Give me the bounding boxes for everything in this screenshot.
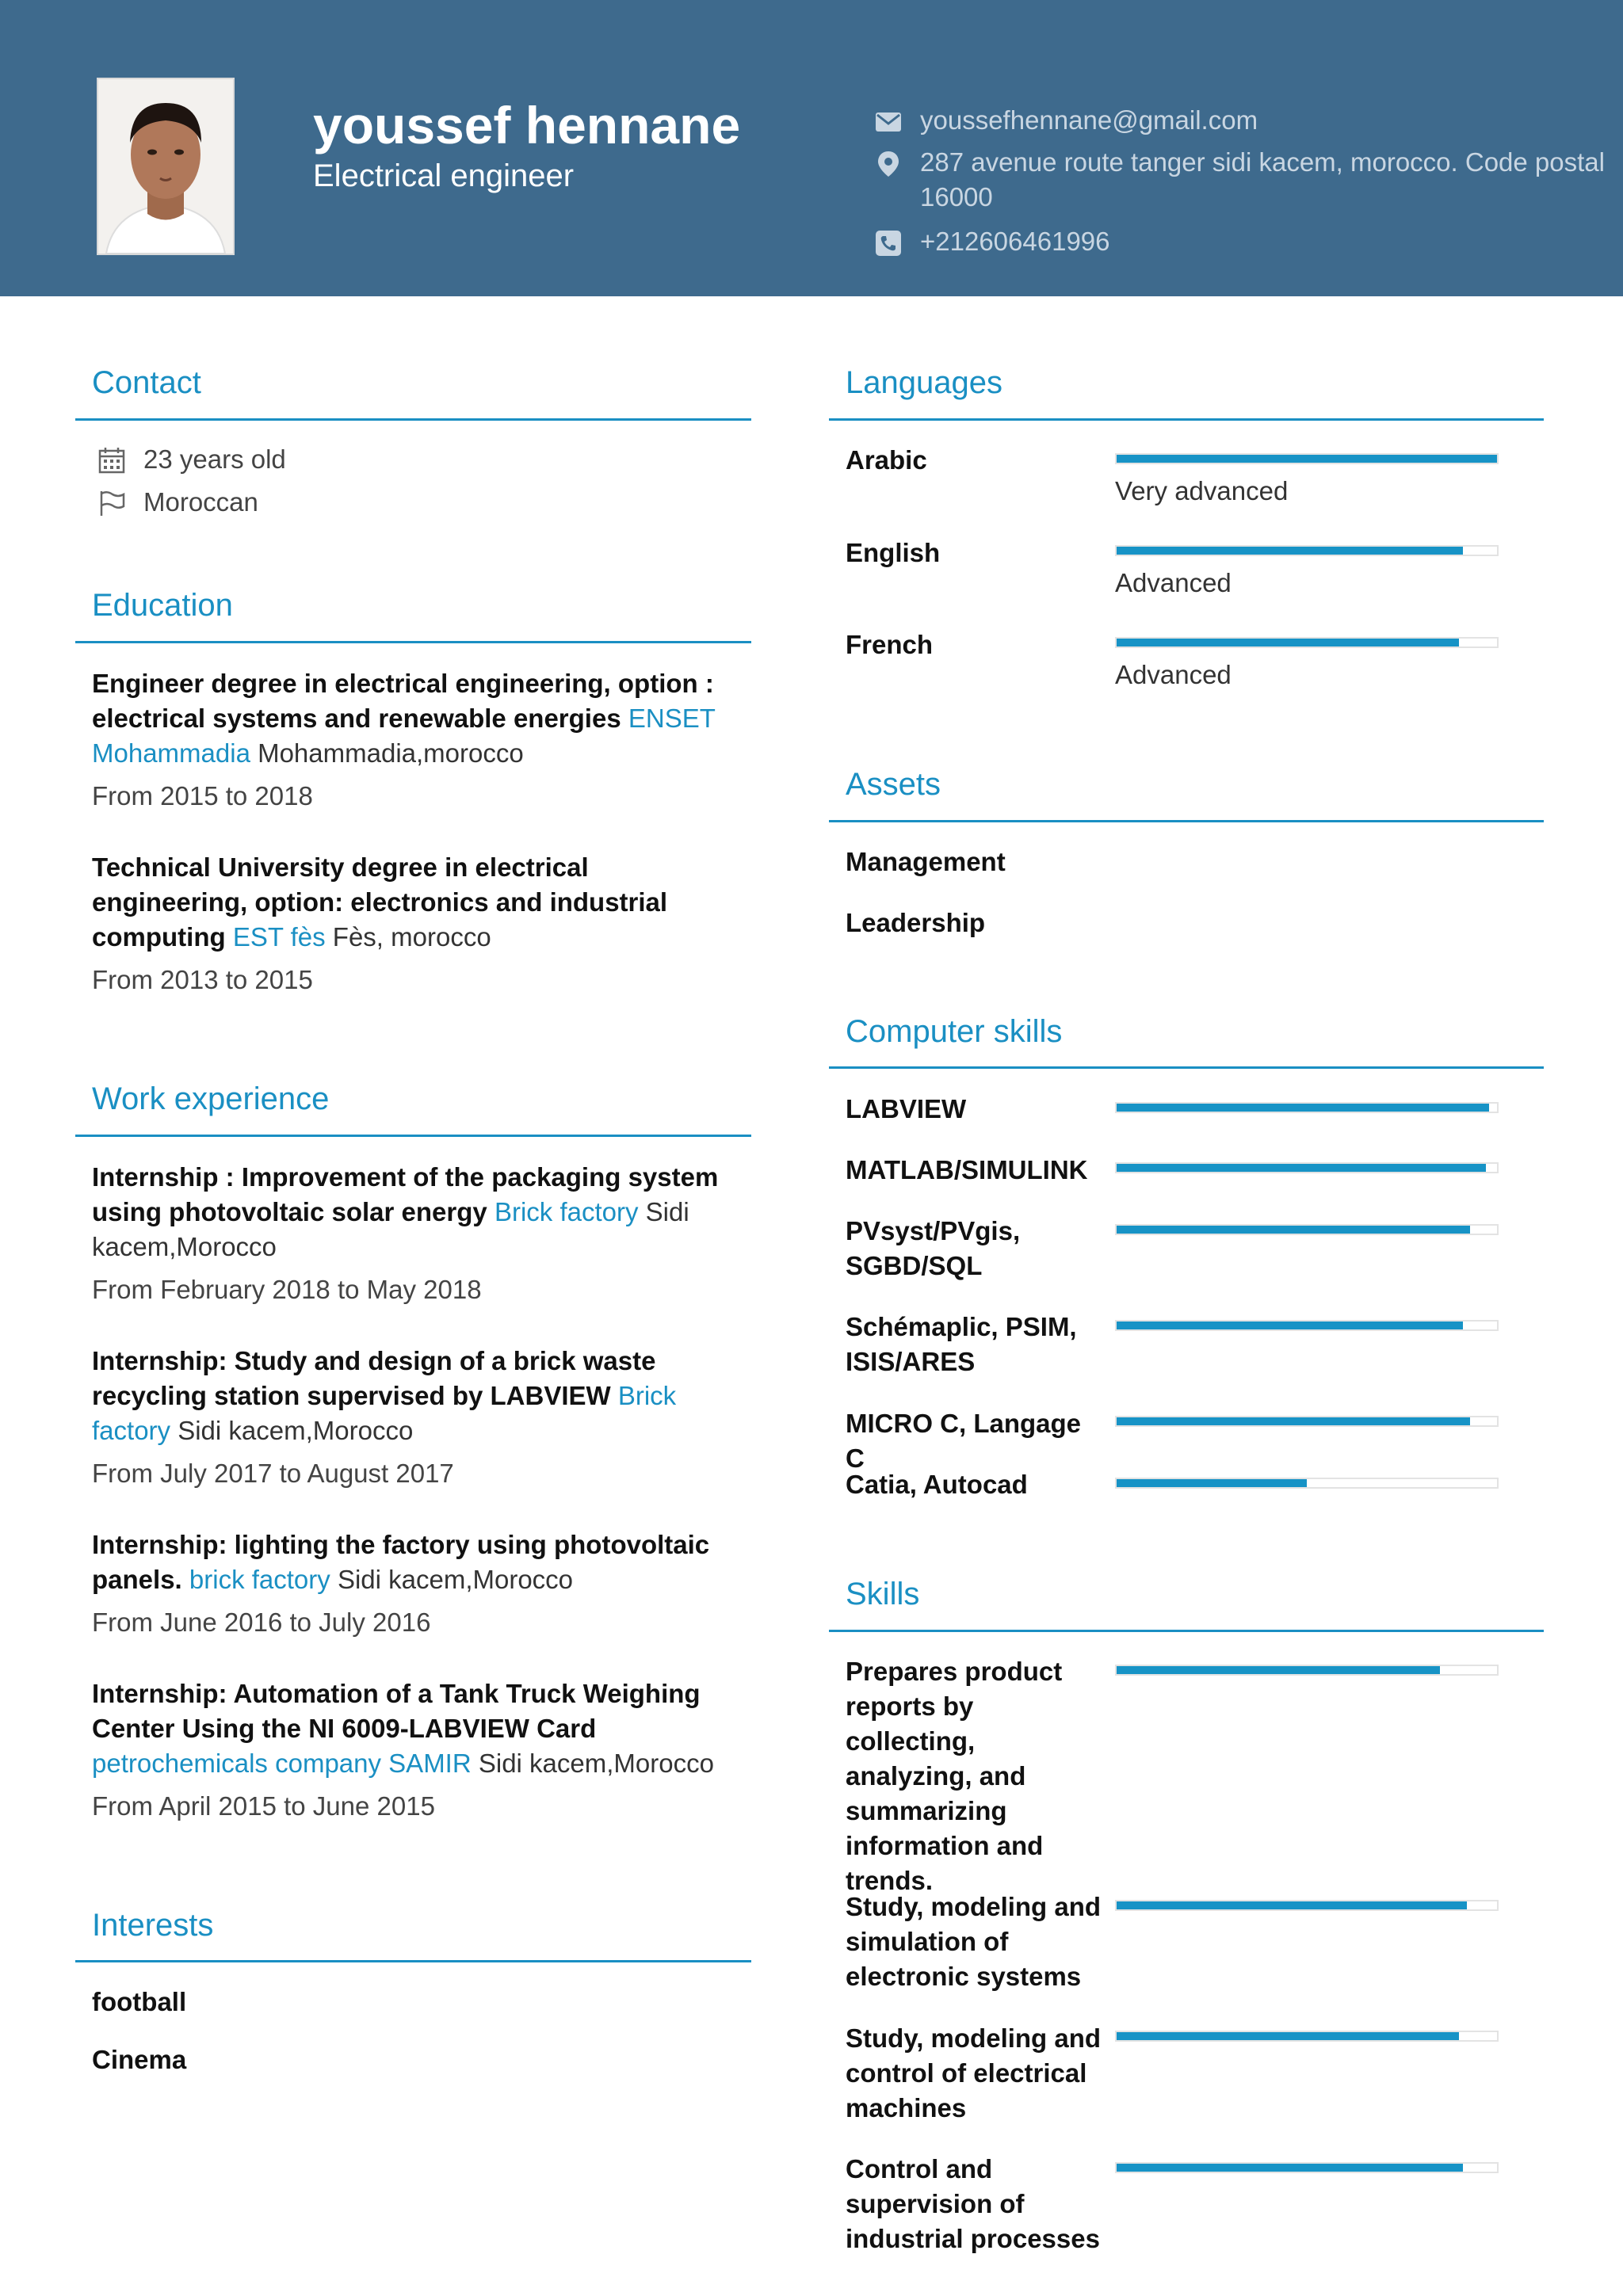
profile-photo-icon bbox=[98, 79, 233, 254]
company-place: Sidi kacem,Morocco bbox=[178, 1416, 414, 1445]
skill-bar bbox=[1115, 2162, 1499, 2173]
nationality-text: Moroccan bbox=[143, 487, 258, 517]
work-divider bbox=[75, 1135, 751, 1137]
language-name: Arabic bbox=[846, 445, 927, 475]
computer-skill-name: Schémaplic, PSIM, ISIS/ARES bbox=[846, 1312, 1077, 1376]
computer-skill-bar bbox=[1115, 1478, 1499, 1489]
education-item bbox=[92, 666, 750, 814]
computer-skill-name: MATLAB/SIMULINK bbox=[846, 1155, 1088, 1184]
education-divider bbox=[75, 641, 751, 643]
person-name: youssef hennane bbox=[313, 96, 741, 154]
company-place: Sidi kacem,Morocco bbox=[92, 1197, 689, 1261]
school-place: Fès, morocco bbox=[332, 922, 491, 952]
school-link[interactable]: EST fès bbox=[232, 922, 326, 952]
company-place: Sidi kacem,Morocco bbox=[337, 1565, 574, 1594]
interest-item: Cinema bbox=[92, 2045, 187, 2074]
phone-icon bbox=[874, 229, 903, 257]
computer-skill-name: Catia, Autocad bbox=[846, 1470, 1028, 1499]
bar-fill bbox=[1117, 2032, 1459, 2040]
skill-name: Study, modeling and control of electrical machines bbox=[846, 2023, 1102, 2122]
language-level-bar bbox=[1115, 453, 1499, 464]
bar-fill bbox=[1117, 2164, 1463, 2172]
assets-divider bbox=[829, 820, 1544, 822]
calendar-icon bbox=[97, 446, 126, 475]
job-role: Internship: Study and design of a brick waste recycling station supervised by LABVIEW bbox=[92, 1346, 656, 1410]
email-text[interactable]: youssefhennane@gmail.com bbox=[920, 105, 1258, 135]
interest-item: football bbox=[92, 1987, 187, 2016]
language-level: Advanced bbox=[1115, 660, 1232, 689]
language-level: Very advanced bbox=[1115, 476, 1289, 505]
contact-divider bbox=[75, 418, 751, 421]
envelope-icon bbox=[874, 108, 903, 136]
computer-skill-bar bbox=[1115, 1416, 1499, 1427]
work-date: From June 2016 to July 2016 bbox=[92, 1608, 431, 1637]
map-pin-icon bbox=[874, 150, 903, 178]
interests-divider bbox=[75, 1960, 751, 1962]
school-link[interactable]: ENSET Mohammadia bbox=[92, 704, 716, 768]
company-link[interactable]: Brick factory bbox=[92, 1381, 677, 1445]
skill-bar bbox=[1115, 1900, 1499, 1911]
contact-heading: Contact bbox=[92, 365, 201, 400]
computer-skill-name: MICRO C, Langage C bbox=[846, 1409, 1082, 1473]
bar-fill bbox=[1117, 547, 1463, 555]
interests-heading: Interests bbox=[92, 1908, 214, 1943]
languages-heading: Languages bbox=[846, 365, 1002, 400]
company-link[interactable]: Brick factory bbox=[494, 1197, 639, 1226]
work-item bbox=[92, 1527, 750, 1640]
bar-fill bbox=[1117, 1479, 1307, 1487]
language-name: English bbox=[846, 538, 941, 567]
education-heading: Education bbox=[92, 588, 233, 623]
flag-icon bbox=[97, 489, 126, 517]
job-role: Internship: lighting the factory using photovoltaic panels. bbox=[92, 1530, 710, 1594]
company-link[interactable]: petrochemicals company SAMIR bbox=[92, 1749, 472, 1778]
company-place: Sidi kacem,Morocco bbox=[478, 1749, 714, 1778]
school-place: Mohammadia,morocco bbox=[258, 738, 524, 768]
work-date: From February 2018 to May 2018 bbox=[92, 1275, 482, 1304]
computer-skill-bar bbox=[1115, 1224, 1499, 1235]
computer-skills-heading: Computer skills bbox=[846, 1014, 1063, 1049]
computer-skill-name: LABVIEW bbox=[846, 1094, 967, 1123]
skill-name: Prepares product reports by collecting, analyzing, and summarizing information and trends. bbox=[846, 1657, 1063, 1895]
languages-divider bbox=[829, 418, 1544, 421]
skills-heading: Skills bbox=[846, 1577, 920, 1611]
work-heading: Work experience bbox=[92, 1081, 330, 1116]
computer-skill-name: PVsyst/PVgis, SGBD/SQL bbox=[846, 1216, 1021, 1280]
computer-skills-divider bbox=[829, 1066, 1544, 1069]
asset-item: Leadership bbox=[846, 908, 986, 937]
education-date: From 2015 to 2018 bbox=[92, 781, 313, 810]
header-banner bbox=[0, 0, 1623, 296]
computer-skill-bar bbox=[1115, 1320, 1499, 1331]
skill-name: Control and supervision of industrial processes bbox=[846, 2154, 1100, 2253]
work-item bbox=[92, 1160, 750, 1307]
work-date: From April 2015 to June 2015 bbox=[92, 1791, 435, 1821]
work-date: From July 2017 to August 2017 bbox=[92, 1459, 454, 1488]
language-level-bar bbox=[1115, 637, 1499, 648]
assets-heading: Assets bbox=[846, 767, 941, 802]
phone-text[interactable]: +212606461996 bbox=[920, 227, 1110, 256]
avatar bbox=[97, 78, 235, 255]
skill-name: Study, modeling and simulation of electronic systems bbox=[846, 1892, 1102, 1991]
bar-fill bbox=[1117, 1104, 1489, 1112]
bar-fill bbox=[1117, 455, 1497, 463]
language-level: Advanced bbox=[1115, 568, 1232, 597]
computer-skill-bar bbox=[1115, 1102, 1499, 1113]
degree-title: Engineer degree in electrical engineering, option : electrical systems and renewable energies bbox=[92, 669, 714, 733]
work-item bbox=[92, 1344, 750, 1491]
bar-fill bbox=[1117, 639, 1459, 646]
language-name: French bbox=[846, 630, 934, 659]
bar-fill bbox=[1117, 1417, 1470, 1425]
bar-fill bbox=[1117, 1322, 1463, 1329]
job-role: Internship : Improvement of the packaging system using photovoltaic solar energy bbox=[92, 1162, 719, 1226]
education-item bbox=[92, 850, 750, 997]
education-date: From 2013 to 2015 bbox=[92, 965, 313, 994]
asset-item: Management bbox=[846, 847, 1006, 876]
address-text: 287 avenue route tanger sidi kacem, morocco. Code postal 16000 bbox=[920, 147, 1605, 212]
language-level-bar bbox=[1115, 545, 1499, 556]
company-link[interactable]: brick factory bbox=[189, 1565, 330, 1594]
computer-skill-bar bbox=[1115, 1162, 1499, 1173]
skill-bar bbox=[1115, 1665, 1499, 1676]
skill-bar bbox=[1115, 2031, 1499, 2042]
bar-fill bbox=[1117, 1164, 1486, 1172]
age-text: 23 years old bbox=[143, 444, 286, 474]
bar-fill bbox=[1117, 1666, 1440, 1674]
job-title: Electrical engineer bbox=[313, 158, 575, 193]
bar-fill bbox=[1117, 1226, 1470, 1234]
job-role: Internship: Automation of a Tank Truck Weighing Center Using the NI 6009-LABVIEW Card bbox=[92, 1679, 701, 1743]
degree-title: Technical University degree in electrical engineering, option: electronics and industrial computing bbox=[92, 852, 668, 952]
bar-fill bbox=[1117, 1901, 1467, 1909]
skills-divider bbox=[829, 1630, 1544, 1632]
work-item bbox=[92, 1676, 750, 1824]
